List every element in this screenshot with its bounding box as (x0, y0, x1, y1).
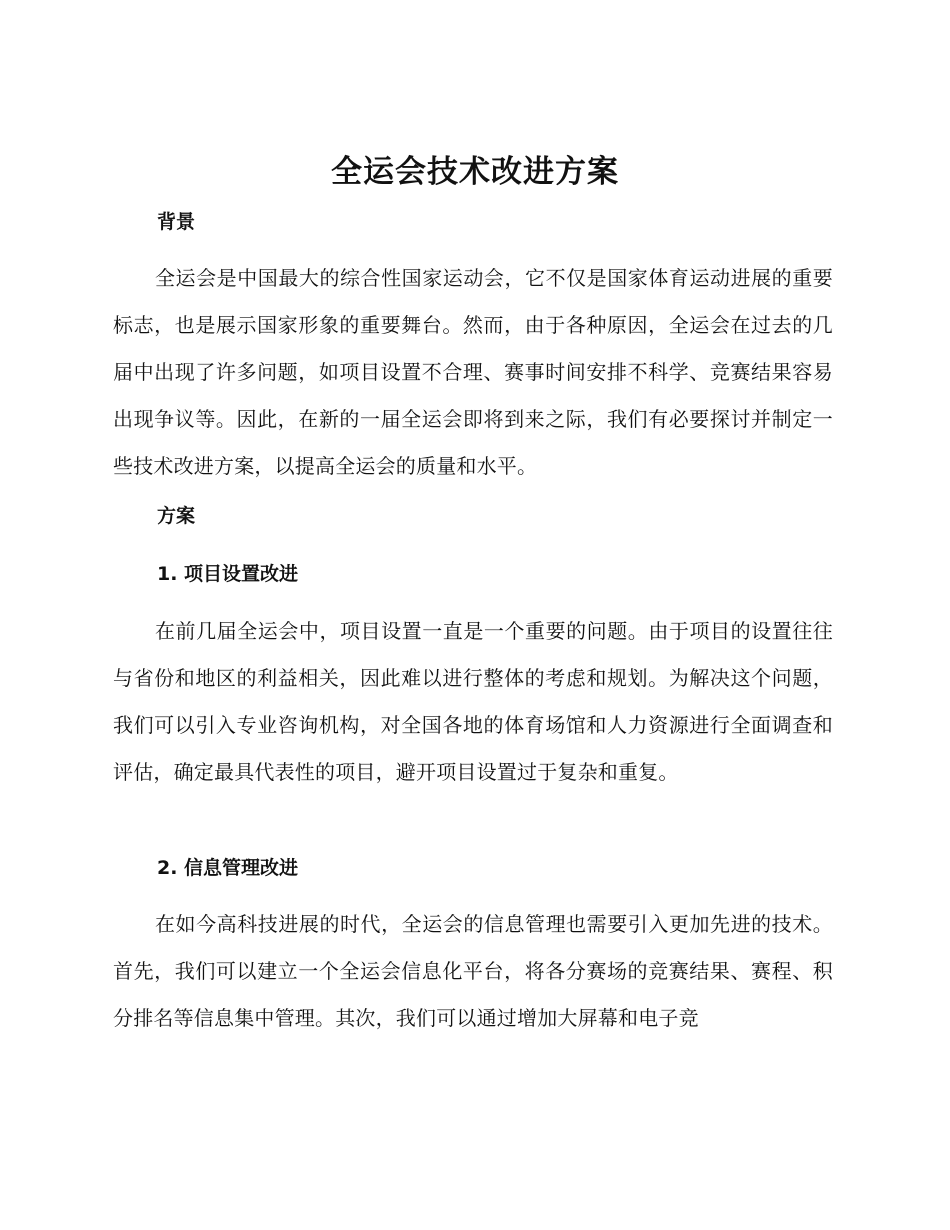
paragraph-project-setup: 在前几届全运会中，项目设置一直是一个重要的问题。由于项目的设置往往与省份和地区的利益相关，因此难以进行整体的考虑和规划。为解决这个问题，我们可以引入专业咨询机构，对全国各地的体育场馆和人力资源进行全面调查和评估，确定最具代表性的项目，避开项目设置过于复杂和重复。 (113, 619, 833, 784)
paragraph-background: 全运会是中国最大的综合性国家运动会，它不仅是国家体育运动进展的重要标志，也是展示国家形象的重要舞台。然而，由于各种原因，全运会在过去的几届中出现了许多问题，如项目设置不合理、赛事时间安排不科学、竞赛结果容易出现争议等。因此，在新的一届全运会即将到来之际，我们有必要探讨并制定一些技术改进方案，以提高全运会的质量和水平。 (113, 266, 833, 478)
document-title: 全运会技术改进方案 (331, 154, 619, 190)
section-heading-info-management: 2. 信息管理改进 (157, 857, 299, 879)
section-heading-plan: 方案 (157, 505, 196, 527)
section-heading-project-setup: 1. 项目设置改进 (157, 563, 299, 585)
section-heading-background: 背景 (157, 211, 196, 233)
paragraph-info-management: 在如今高科技进展的时代，全运会的信息管理也需要引入更加先进的技术。首先，我们可以建立一个全运会信息化平台，将各分赛场的竞赛结果、赛程、积分排名等信息集中管理。其次，我们可以通过增加大屏幕和电子竞 (113, 912, 833, 1030)
